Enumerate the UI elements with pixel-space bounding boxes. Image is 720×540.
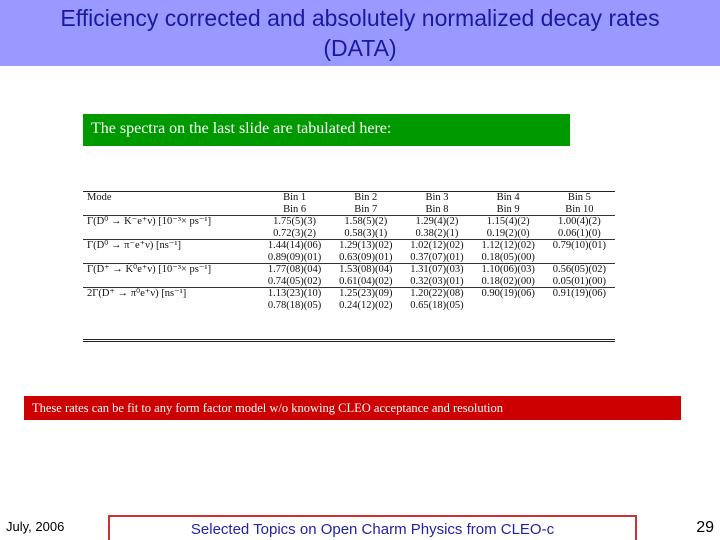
table-cell: 0.18(02)(00) <box>481 275 535 287</box>
table-row <box>83 288 615 300</box>
rates-table-container <box>83 191 615 342</box>
bin-header: Bin 8 <box>425 203 449 215</box>
table-cell: 0.06(1)(0) <box>557 227 601 239</box>
table-cell: 0.78(18)(05) <box>267 299 322 311</box>
table-row <box>83 300 615 312</box>
table-cell: 1.15(4)(2) <box>473 216 544 228</box>
table-cell: 1.31(07)(03) <box>401 264 472 276</box>
footer-title: Selected Topics on Open Charm Physics from CLEO-c <box>108 515 637 540</box>
table-header-row <box>83 192 615 204</box>
table-header-row <box>83 204 615 216</box>
table-row <box>83 264 615 276</box>
mode-label: Γ(D⁺ → K̄⁰e⁺ν) [10⁻³× ps⁻¹] <box>83 264 259 276</box>
bin-header: Bin 6 <box>283 203 307 215</box>
table-cell: 0.74(05)(02) <box>267 275 322 287</box>
table-cell: 0.65(18)(05) <box>410 299 464 311</box>
table-cell: 1.29(13)(02) <box>330 240 401 252</box>
mode-label: Γ(D⁰ → π⁻e⁺ν) [ns⁻¹] <box>83 240 259 252</box>
table-cell: 1.44(14)(06) <box>259 240 330 252</box>
table-cell: 0.37(07)(01) <box>410 251 464 263</box>
decay-rates-table <box>83 191 615 311</box>
table-cell: 1.53(08)(04) <box>330 264 401 276</box>
table-cell: 0.89(09)(01) <box>267 251 322 263</box>
slide-title-line2: (DATA) <box>323 35 397 61</box>
table-row <box>83 216 615 228</box>
table-cell: 1.20(22)(08) <box>401 288 472 300</box>
table-cell <box>544 252 615 264</box>
table-cell: 0.56(05)(02) <box>544 264 615 276</box>
bin-header: Bin 7 <box>354 203 378 215</box>
slide-title <box>0 0 720 66</box>
table-row <box>83 228 615 240</box>
footer-date: July, 2006 <box>6 519 65 534</box>
table-cell: 1.13(23)(10) <box>259 288 330 300</box>
table-row <box>83 240 615 252</box>
table-cell: 1.00(4)(2) <box>544 216 615 228</box>
table-cell: 1.58(5)(2) <box>330 216 401 228</box>
table-cell: 0.58(3)(1) <box>344 227 388 239</box>
page-number: 29 <box>696 519 714 536</box>
bin-header: Bin 1 <box>259 192 330 204</box>
table-cell: 0.90(19)(06) <box>473 288 544 300</box>
table-cell: 1.02(12)(02) <box>401 240 472 252</box>
bin-header: Bin 9 <box>496 203 520 215</box>
table-row <box>83 252 615 264</box>
table-cell: 0.18(05)(00) <box>481 251 535 263</box>
intro-banner: The spectra on the last slide are tabulated here: <box>83 114 570 146</box>
table-cell: 0.91(19)(06) <box>544 288 615 300</box>
mode-label: Γ(D⁰ → K⁻e⁺ν) [10⁻³× ps⁻¹] <box>83 216 259 228</box>
table-cell <box>473 300 544 312</box>
table-cell: 1.77(08)(04) <box>259 264 330 276</box>
table-cell: 0.05(01)(00) <box>552 275 607 287</box>
table-cell: 1.25(23)(09) <box>330 288 401 300</box>
table-cell: 0.24(12)(02) <box>339 299 393 311</box>
table-bottom-rule <box>83 339 615 342</box>
bin-header: Bin 2 <box>330 192 401 204</box>
mode-header: Mode <box>83 192 259 204</box>
table-cell: 0.38(2)(1) <box>415 227 459 239</box>
note-banner: These rates can be fit to any form factor model w/o knowing CLEO acceptance and resolution <box>24 396 681 420</box>
table-cell: 0.32(03)(01) <box>410 275 464 287</box>
table-cell: 0.79(10)(01) <box>544 240 615 252</box>
table-cell: 0.63(09)(01) <box>339 251 393 263</box>
table-row <box>83 276 615 288</box>
bin-header: Bin 5 <box>544 192 615 204</box>
table-cell: 0.61(04)(02) <box>339 275 393 287</box>
bin-header: Bin 3 <box>401 192 472 204</box>
table-cell: 0.72(3)(2) <box>273 227 317 239</box>
bin-header: Bin 4 <box>473 192 544 204</box>
bin-header: Bin 10 <box>565 203 594 215</box>
table-cell: 1.29(4)(2) <box>401 216 472 228</box>
table-cell <box>544 300 615 312</box>
table-cell: 1.12(12)(02) <box>473 240 544 252</box>
table-cell: 1.10(06)(03) <box>473 264 544 276</box>
slide-title-line1: Efficiency corrected and absolutely normalized decay rates <box>60 5 660 31</box>
mode-label: 2Γ(D⁺ → π⁰e⁺ν) [ns⁻¹] <box>83 288 259 300</box>
table-cell: 0.19(2)(0) <box>486 227 530 239</box>
table-cell: 1.75(5)(3) <box>259 216 330 228</box>
